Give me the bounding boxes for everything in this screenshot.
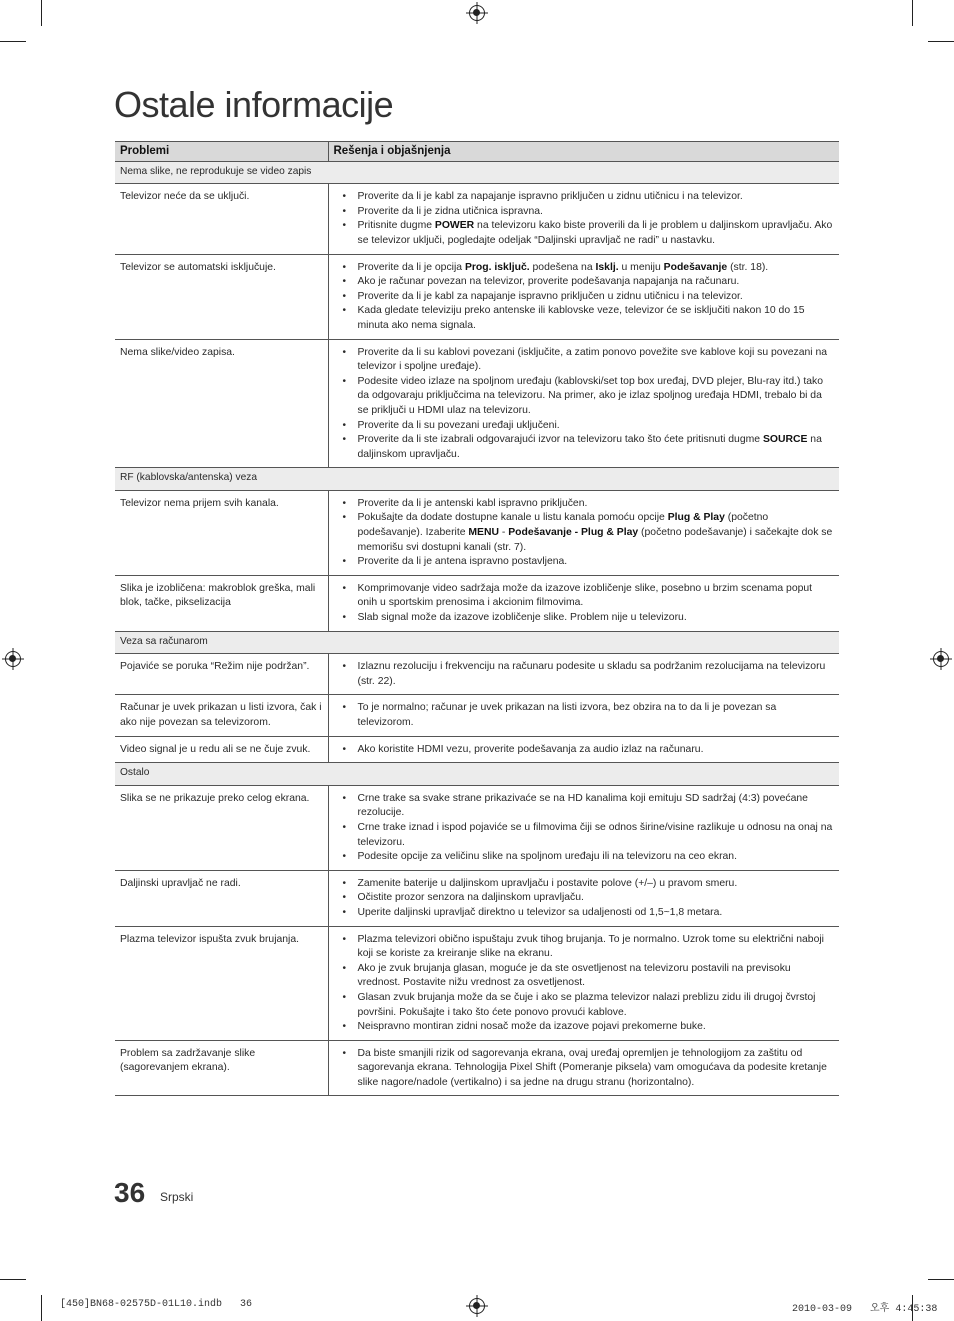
solution-text: Proverite da li je kabl za napajanje ispravno priključen u zidnu utičnicu i na televizor. <box>357 290 743 302</box>
solution-list <box>337 660 835 689</box>
solution-text: Pritisnite dugme <box>357 220 435 232</box>
column-header-solutions: Rešenja i objašnjenja <box>328 142 839 162</box>
table-row <box>115 339 839 468</box>
solution-cell <box>328 254 839 339</box>
solution-item <box>337 701 835 730</box>
solution-item <box>337 497 835 512</box>
table-row <box>115 184 839 254</box>
solution-list <box>337 261 835 334</box>
solution-text: Proverite da li su kablovi povezani (isključite, a zatim ponovo povežite sve kablove koji su povezani na televizor i spoljne uređaje). <box>357 346 828 373</box>
solution-list <box>337 933 835 1035</box>
solution-text: Slab signal može da izazove izobličenje slike. Problem nije u televizoru. <box>357 612 687 624</box>
solution-text: Neispravno montiran zidni nosač može da izazove pojavi prekomerne buke. <box>357 1021 706 1033</box>
solution-text: Zamenite baterije u daljinskom upravljaču i postavite polove (+/–) u pravom smeru. <box>357 877 738 889</box>
language-label: Srpski <box>160 1190 194 1204</box>
solution-item <box>337 891 835 906</box>
section-title: Nema slike, ne reprodukuje se video zapis <box>115 161 839 184</box>
table-row <box>115 490 839 575</box>
solution-item <box>337 261 835 276</box>
registration-mark-icon <box>469 5 485 21</box>
solution-text: Kada gledate televiziju preko antenske ili kablovske veze, televizor će se isključiti nakon 10 do 15 minuta ako nema signala. <box>357 305 805 331</box>
solution-text: Pokušajte da dodate dostupne kanale u listu kanala pomoću opcije <box>357 512 668 524</box>
print-slug-file: [450]BN68-02575D-01L10.indb 36 <box>60 1299 253 1310</box>
solution-cell <box>328 736 839 763</box>
solution-cell <box>328 654 839 695</box>
solution-text: Ako je zvuk brujanja glasan, moguće je da ste osvetljenost na televizoru postavili na previsoku vrednost. Postavite nižu vrednost za osvetljenost. <box>357 962 791 989</box>
solution-item <box>337 991 835 1020</box>
problem-cell: Slika se ne prikazuje preko celog ekrana. <box>115 785 328 870</box>
registration-mark-icon <box>469 1298 485 1314</box>
solution-item <box>337 743 835 758</box>
emphasized-term: Isklj. <box>595 261 619 273</box>
solution-text: Proverite da li su povezani uređaji uključeni. <box>357 419 560 431</box>
solution-item <box>337 290 835 305</box>
solution-item <box>337 555 835 570</box>
solution-item <box>337 1020 835 1035</box>
table-row <box>115 736 839 763</box>
solution-cell <box>328 575 839 631</box>
solution-text: Glasan zvuk brujanja može da se čuje i ako se plazma televizor nalazi preblizu zidu ili drugoj čvrstoj površini. Pokušajte i tako što ćete ponovo provući kablove. <box>357 991 816 1018</box>
table-row <box>115 1040 839 1096</box>
problem-cell: Televizor neće da se uključi. <box>115 184 328 254</box>
solution-text: To je normalno; računar je uvek prikazan na listi izvora, bez obzira na to da li je povezan sa televizorom. <box>357 702 777 728</box>
section-row <box>115 161 839 184</box>
solution-text: na daljinskom upravljaču. <box>357 434 822 460</box>
crop-mark <box>0 41 26 42</box>
registration-mark-icon <box>933 651 949 667</box>
table-row <box>115 870 839 926</box>
solution-item <box>337 433 835 462</box>
solution-text: Proverite da li je kabl za napajanje ispravno priključen u zidnu utičnicu i na televizor. <box>357 191 743 203</box>
solution-cell <box>328 184 839 254</box>
solution-item <box>337 962 835 991</box>
solution-text: - <box>499 527 509 539</box>
table-row <box>115 926 839 1040</box>
solution-text: Ako je računar povezan na televizor, proverite podešavanja napajanja na računaru. <box>357 276 740 288</box>
section-title: Veza sa računarom <box>115 631 839 654</box>
solution-list <box>337 190 835 248</box>
emphasized-term: Plug & Play <box>667 512 725 524</box>
table-row <box>115 785 839 870</box>
problem-cell: Televizor se automatski isključuje. <box>115 254 328 339</box>
emphasized-term: MENU <box>468 527 499 539</box>
registration-mark-icon <box>5 651 21 667</box>
section-title: RF (kablovska/antenska) veza <box>115 468 839 491</box>
problem-cell: Video signal je u redu ali se ne čuje zvuk. <box>115 736 328 763</box>
solution-list <box>337 743 835 758</box>
solution-item <box>337 1047 835 1091</box>
solution-text: na televizoru kako biste proverili da li je problem u daljinskom upravljaču. Ako se televizor uključi, pogledajte odeljak “Daljinski upravljač ne radi” u nastavku. <box>357 220 833 246</box>
crop-mark <box>41 1295 42 1321</box>
solution-item <box>337 611 835 626</box>
solution-cell <box>328 1040 839 1096</box>
solution-text: Podesite video izlaze na spoljnom uređaju (kablovski/set top box uređaj, DVD plejer, Blu-ray itd.) tako da odgovaraju priključcima na televizoru. Na primer, ako je izlaz spoljnog uređaja HDMI, trebalo bi da se priključi u HDMI ulaz na televizoru. <box>357 375 824 416</box>
solution-item <box>337 205 835 220</box>
solution-text: Podesite opcije za veličinu slike na spoljnom uređaju ili na televizoru na ceo ekran. <box>357 851 737 863</box>
solution-item <box>337 419 835 434</box>
table-header-row <box>115 142 839 162</box>
table-row <box>115 695 839 736</box>
solution-text: Crne trake iznad i ispod pojaviće se u filmovima čiji se odnos širine/visine razlikuje u odnosu na onaj na televizoru. <box>357 821 833 848</box>
solution-list <box>337 346 835 463</box>
solution-item <box>337 375 835 419</box>
solution-text: podešena na <box>529 261 596 273</box>
solution-text: (početno podešavanje) i sačekajte dok se memorišu svi dostupni kanali (str. 7). <box>357 527 833 553</box>
problem-cell: Računar je uvek prikazan u listi izvora, čak i ako nije povezan sa televizorom. <box>115 695 328 736</box>
solution-text: Crne trake sa svake strane prikazivaće se na HD kanalima koji emituju SD sadržaj (4:3) povećane rezolucije. <box>357 792 808 819</box>
solution-text: u meniju <box>618 261 664 273</box>
solution-list <box>337 792 835 865</box>
solution-text: Proverite da li je opcija <box>357 261 465 273</box>
solution-item <box>337 850 835 865</box>
solution-text: (str. 18). <box>727 261 769 273</box>
solution-cell <box>328 339 839 468</box>
solution-text: Komprimovanje video sadržaja može da izazove izobličenje slike, posebno u brzim scenama poput onih u sportskim prenosima i akcionim filmovima. <box>357 582 813 609</box>
table-row <box>115 575 839 631</box>
solution-item <box>337 877 835 892</box>
crop-mark <box>912 0 913 26</box>
problem-cell: Problem sa zadržavanje slike (sagorevanjem ekrana). <box>115 1040 328 1096</box>
solution-list <box>337 877 835 921</box>
section-row <box>115 631 839 654</box>
solution-item <box>337 821 835 850</box>
solution-list <box>337 701 835 730</box>
table-row <box>115 654 839 695</box>
solution-list <box>337 1047 835 1091</box>
solution-list <box>337 497 835 570</box>
solution-item <box>337 190 835 205</box>
solution-text: Očistite prozor senzora na daljinskom upravljaču. <box>357 892 584 904</box>
solution-item <box>337 304 835 333</box>
problem-cell: Slika je izobličena: makroblok greška, mali blok, tačke, pikselizacija <box>115 575 328 631</box>
crop-mark <box>0 1279 26 1280</box>
print-slug-timestamp: 2010-03-09 오후 4:45:38 <box>792 1304 938 1315</box>
solution-item <box>337 660 835 689</box>
emphasized-term: Podešavanje <box>663 261 728 273</box>
solution-text: Izlaznu rezoluciju i frekvenciju na računaru podesite u skladu sa podržanim rezolucijama na televizoru (str. 22). <box>357 661 826 687</box>
emphasized-term: Prog. isključ. <box>464 261 530 273</box>
solution-text: Proverite da li je antenski kabl ispravno priključen. <box>357 497 588 509</box>
solution-text: Ako koristite HDMI vezu, proverite podešavanja za audio izlaz na računaru. <box>357 743 704 755</box>
solution-cell <box>328 490 839 575</box>
section-row <box>115 763 839 786</box>
problem-cell: Televizor nema prijem svih kanala. <box>115 490 328 575</box>
solution-item <box>337 346 835 375</box>
solution-item <box>337 906 835 921</box>
problem-cell: Plazma televizor ispušta zvuk brujanja. <box>115 926 328 1040</box>
solution-list <box>337 582 835 626</box>
section-row <box>115 468 839 491</box>
solution-item <box>337 792 835 821</box>
solution-item <box>337 933 835 962</box>
emphasized-term: Podešavanje - Plug & Play <box>508 527 639 539</box>
table-body <box>115 161 839 1096</box>
solution-text: Uperite daljinski upravljač direktno u televizor sa udaljenosti od 1,5~1,8 metara. <box>357 906 723 918</box>
emphasized-term: SOURCE <box>762 434 808 446</box>
page-title: Ostale informacije <box>114 84 394 125</box>
solution-item <box>337 582 835 611</box>
crop-mark <box>41 0 42 26</box>
solution-text: (početno podešavanje). Izaberite <box>357 512 769 539</box>
solution-cell <box>328 926 839 1040</box>
solution-item <box>337 275 835 290</box>
solution-text: Proverite da li je zidna utičnica ispravna. <box>357 205 543 217</box>
solution-text: Da biste smanjili rizik od sagorevanja ekrana, ovaj uređaj opremljen je tehnologijom za zaštitu od sagorevanja ekrana. Tehnologija Pixel Shift (Pomeranje piksela) vam omogućava da podesite kretanje slike nagore/nadole (vertikalno) i sa jedne na drugu stranu (horizontalno). <box>357 1047 827 1088</box>
problem-cell: Daljinski upravljač ne radi. <box>115 870 328 926</box>
solution-cell <box>328 870 839 926</box>
page-number: 36 <box>114 1177 146 1208</box>
column-header-problems: Problemi <box>115 142 328 162</box>
solution-text: Proverite da li je antena ispravno postavljena. <box>357 556 568 568</box>
crop-mark <box>928 41 954 42</box>
solution-cell <box>328 695 839 736</box>
emphasized-term: POWER <box>434 220 475 232</box>
solution-text: Proverite da li ste izabrali odgovarajući izvor na televizoru tako što ćete pritisnuti dugme <box>357 434 763 446</box>
crop-mark <box>928 1279 954 1280</box>
table-row <box>115 254 839 339</box>
solution-cell <box>328 785 839 870</box>
troubleshooting-table <box>115 141 839 1096</box>
section-title: Ostalo <box>115 763 839 786</box>
solution-item <box>337 511 835 555</box>
solution-text: Plazma televizori obično ispuštaju zvuk tihog brujanja. To je normalno. Uzrok tome su električni naboji koji se koriste za kreiranje slike na ekranu. <box>357 933 824 960</box>
solution-item <box>337 219 835 248</box>
problem-cell: Nema slike/video zapisa. <box>115 339 328 468</box>
problem-cell: Pojaviće se poruka “Režim nije podržan”. <box>115 654 328 695</box>
